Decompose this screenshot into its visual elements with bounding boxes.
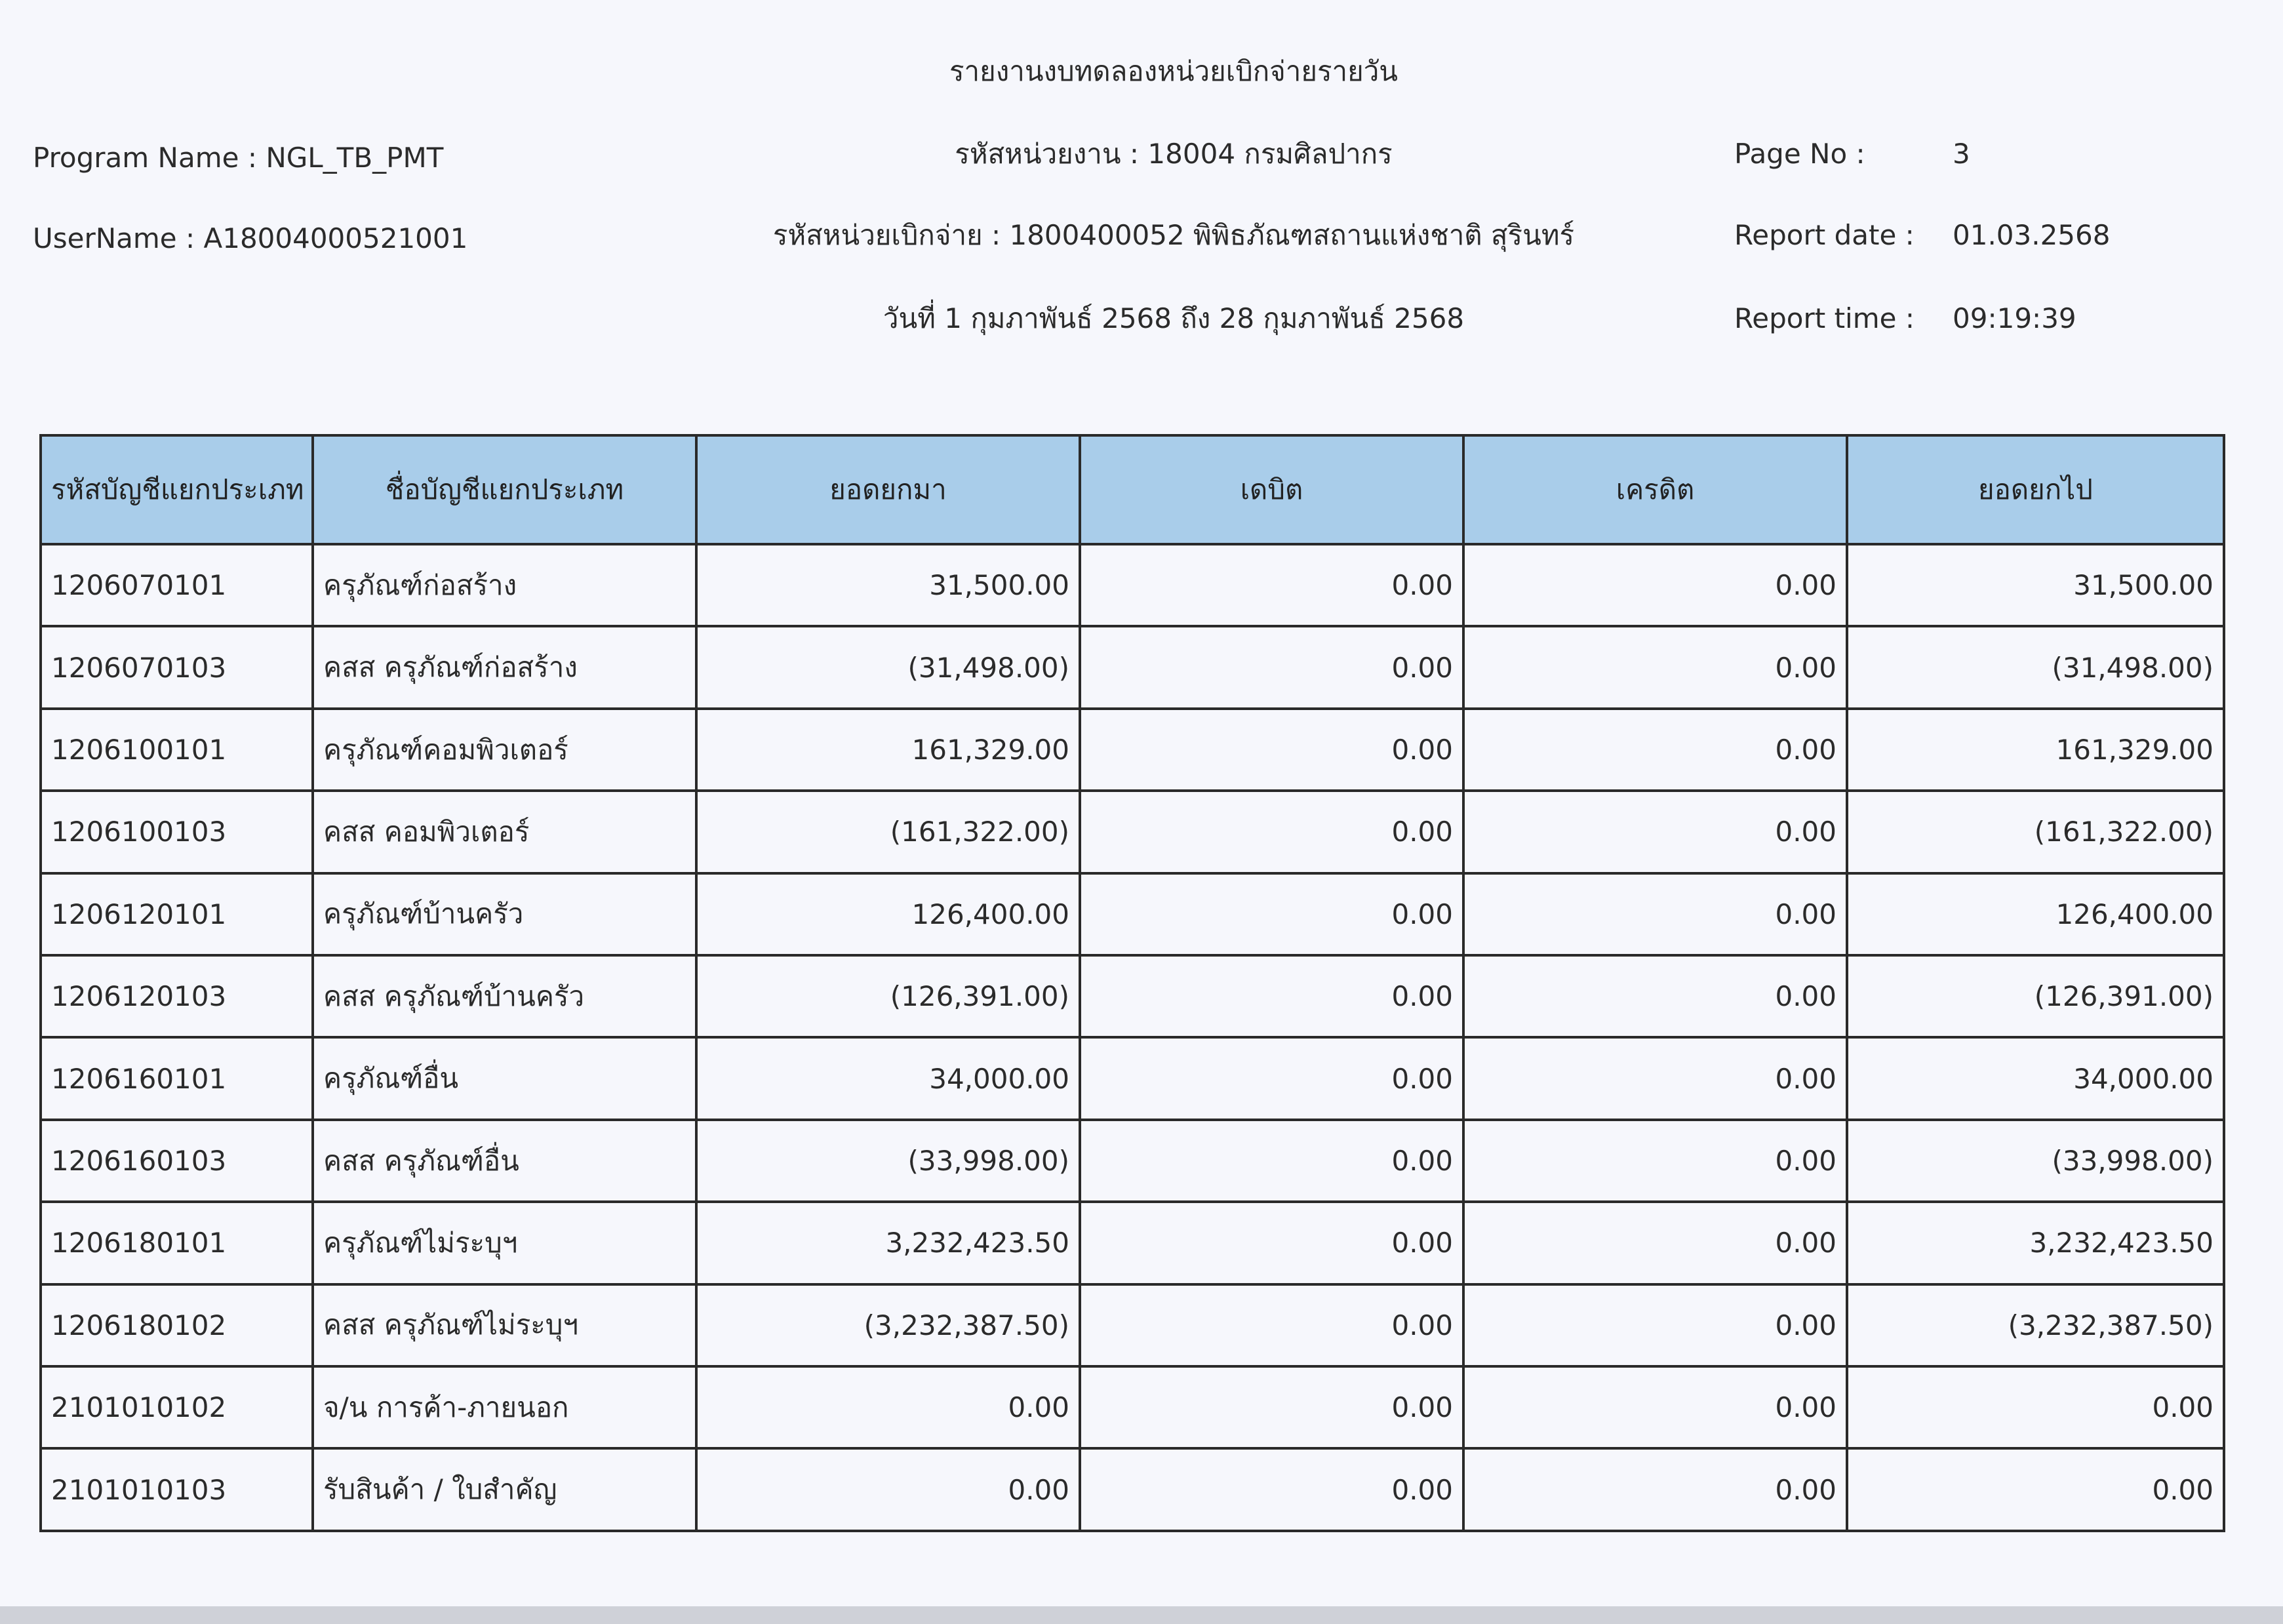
opening-balance-cell: (126,391.00) <box>696 955 1080 1037</box>
debit-cell: 0.00 <box>1080 626 1463 708</box>
account-name-cell: คสส ครุภัณฑ์อื่น <box>313 1120 696 1202</box>
opening-balance-cell: (31,498.00) <box>696 626 1080 708</box>
account-name-cell: ครุภัณฑ์อื่น <box>313 1037 696 1119</box>
table-row <box>41 626 2224 708</box>
opening-balance-cell: (161,322.00) <box>696 791 1080 873</box>
report-period: วันที่ 1 กุมภาพันธ์ 2568 ถึง 28 กุมภาพันธ์ 2568 <box>883 302 1465 334</box>
opening-balance-cell: 126,400.00 <box>696 873 1080 955</box>
debit-cell: 0.00 <box>1080 1366 1463 1448</box>
account-code-cell: 1206180101 <box>41 1202 313 1284</box>
closing-balance-cell: (126,391.00) <box>1847 955 2224 1037</box>
page-no-label: Page No : <box>1734 138 1865 170</box>
table-row <box>41 1202 2224 1284</box>
account-code-cell: 1206180102 <box>41 1284 313 1366</box>
table-row <box>41 1366 2224 1448</box>
table-row <box>41 1448 2224 1531</box>
column-header-closing-balance: ยอดยกไป <box>1847 435 2224 544</box>
opening-balance-cell: 0.00 <box>696 1448 1080 1531</box>
table-header <box>41 435 2224 544</box>
account-name-cell: จ/น การค้า-ภายนอก <box>313 1366 696 1448</box>
closing-balance-cell: 3,232,423.50 <box>1847 1202 2224 1284</box>
credit-cell: 0.00 <box>1463 791 1847 873</box>
opening-balance-cell: 34,000.00 <box>696 1037 1080 1119</box>
user-name: UserName : A18004000521001 <box>33 222 468 254</box>
scanner-edge <box>0 1606 2283 1624</box>
opening-balance-cell: (33,998.00) <box>696 1120 1080 1202</box>
opening-balance-cell: 3,232,423.50 <box>696 1202 1080 1284</box>
account-code-cell: 2101010102 <box>41 1366 313 1448</box>
account-name-cell: ครุภัณฑ์ไม่ระบุฯ <box>313 1202 696 1284</box>
closing-balance-cell: (3,232,387.50) <box>1847 1284 2224 1366</box>
account-name-cell: คสส ครุภัณฑ์ไม่ระบุฯ <box>313 1284 696 1366</box>
account-name-cell: รับสินค้า / ใบสำคัญ <box>313 1448 696 1531</box>
opening-balance-cell: (3,232,387.50) <box>696 1284 1080 1366</box>
debit-cell: 0.00 <box>1080 1120 1463 1202</box>
closing-balance-cell: (33,998.00) <box>1847 1120 2224 1202</box>
account-code-cell: 1206070103 <box>41 626 313 708</box>
debit-cell: 0.00 <box>1080 1202 1463 1284</box>
credit-cell: 0.00 <box>1463 873 1847 955</box>
table-row <box>41 1037 2224 1119</box>
credit-cell: 0.00 <box>1463 1202 1847 1284</box>
account-code-cell: 1206070101 <box>41 544 313 626</box>
debit-cell: 0.00 <box>1080 544 1463 626</box>
debit-cell: 0.00 <box>1080 791 1463 873</box>
credit-cell: 0.00 <box>1463 1037 1847 1119</box>
report-date-label: Report date : <box>1734 219 1915 251</box>
debit-cell: 0.00 <box>1080 709 1463 791</box>
account-code-cell: 1206160101 <box>41 1037 313 1119</box>
column-header-opening-balance: ยอดยกมา <box>696 435 1080 544</box>
credit-cell: 0.00 <box>1463 1120 1847 1202</box>
opening-balance-cell: 31,500.00 <box>696 544 1080 626</box>
closing-balance-cell: (31,498.00) <box>1847 626 2224 708</box>
closing-balance-cell: 126,400.00 <box>1847 873 2224 955</box>
closing-balance-cell: 0.00 <box>1847 1448 2224 1531</box>
account-code-cell: 1206120101 <box>41 873 313 955</box>
credit-cell: 0.00 <box>1463 626 1847 708</box>
column-header-account-name: ชื่อบัญชีแยกประเภท <box>313 435 696 544</box>
account-name-cell: ครุภัณฑ์คอมพิวเตอร์ <box>313 709 696 791</box>
page-no-value: 3 <box>1953 138 1970 170</box>
agency-code: รหัสหน่วยงาน : 18004 กรมศิลปากร <box>955 138 1393 170</box>
table-body <box>41 544 2224 1531</box>
credit-cell: 0.00 <box>1463 544 1847 626</box>
opening-balance-cell: 161,329.00 <box>696 709 1080 791</box>
account-name-cell: ครุภัณฑ์ก่อสร้าง <box>313 544 696 626</box>
table-row <box>41 791 2224 873</box>
opening-balance-cell: 0.00 <box>696 1366 1080 1448</box>
debit-cell: 0.00 <box>1080 1448 1463 1531</box>
table-row <box>41 873 2224 955</box>
debit-cell: 0.00 <box>1080 873 1463 955</box>
credit-cell: 0.00 <box>1463 1448 1847 1531</box>
report-title: รายงานงบทดลองหน่วยเบิกจ่ายรายวัน <box>949 55 1399 87</box>
closing-balance-cell: 161,329.00 <box>1847 709 2224 791</box>
account-code-cell: 1206160103 <box>41 1120 313 1202</box>
account-name-cell: คสส ครุภัณฑ์ก่อสร้าง <box>313 626 696 708</box>
table-row <box>41 1120 2224 1202</box>
account-code-cell: 2101010103 <box>41 1448 313 1531</box>
account-name-cell: คสส ครุภัณฑ์บ้านครัว <box>313 955 696 1037</box>
closing-balance-cell: 34,000.00 <box>1847 1037 2224 1119</box>
column-header-account-code: รหัสบัญชีแยกประเภท <box>41 435 313 544</box>
column-header-debit: เดบิต <box>1080 435 1463 544</box>
credit-cell: 0.00 <box>1463 709 1847 791</box>
table-row <box>41 1284 2224 1366</box>
report-date-value: 01.03.2568 <box>1953 219 2111 251</box>
credit-cell: 0.00 <box>1463 1366 1847 1448</box>
disbursement-unit: รหัสหน่วยเบิกจ่าย : 1800400052 พิพิธภัณฑสถานแห่งชาติ สุรินทร์ <box>772 219 1575 251</box>
column-header-credit: เครดิต <box>1463 435 1847 544</box>
debit-cell: 0.00 <box>1080 955 1463 1037</box>
table-row <box>41 709 2224 791</box>
account-code-cell: 1206100103 <box>41 791 313 873</box>
closing-balance-cell: 0.00 <box>1847 1366 2224 1448</box>
account-name-cell: ครุภัณฑ์บ้านครัว <box>313 873 696 955</box>
program-name: Program Name : NGL_TB_PMT <box>33 142 444 174</box>
credit-cell: 0.00 <box>1463 955 1847 1037</box>
closing-balance-cell: 31,500.00 <box>1847 544 2224 626</box>
table-row <box>41 544 2224 626</box>
account-code-cell: 1206120103 <box>41 955 313 1037</box>
account-code-cell: 1206100101 <box>41 709 313 791</box>
report-time-label: Report time : <box>1734 302 1915 334</box>
debit-cell: 0.00 <box>1080 1284 1463 1366</box>
report-time-value: 09:19:39 <box>1953 302 2076 334</box>
table-row <box>41 955 2224 1037</box>
debit-cell: 0.00 <box>1080 1037 1463 1119</box>
trial-balance-table <box>39 434 2225 1532</box>
closing-balance-cell: (161,322.00) <box>1847 791 2224 873</box>
account-name-cell: คสส คอมพิวเตอร์ <box>313 791 696 873</box>
credit-cell: 0.00 <box>1463 1284 1847 1366</box>
